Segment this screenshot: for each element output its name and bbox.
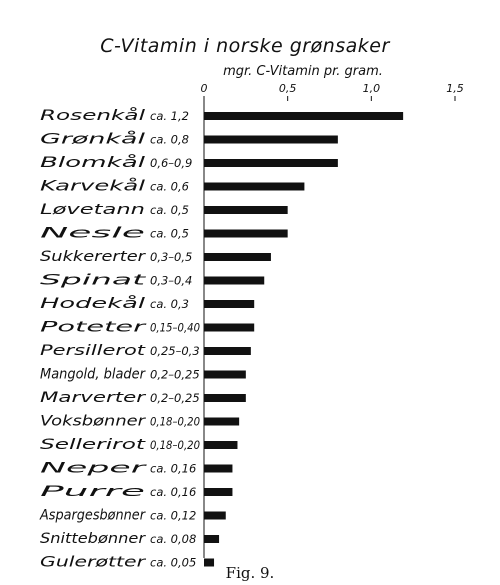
value-label: 0,15–0,40 [150,320,200,335]
value-label: 0,18–0,20 [150,438,200,452]
category-label: Purre [40,484,145,500]
x-axis-label: mgr. C-Vitamin pr. gram. [223,64,383,79]
category-label: Voksbønner [40,413,147,430]
chart-row [40,249,271,265]
value-label: ca. 0,6 [150,179,189,194]
category-label: Persillerot [40,343,146,359]
value-label: ca. 0,3 [150,297,189,311]
bar [204,418,239,426]
chart-row [40,437,237,453]
value-label: ca. 0,8 [150,132,189,147]
bar [204,441,237,449]
category-label: Rosenkål [40,108,104,124]
category-label: Snittebønner [40,531,147,547]
chart-row [40,531,219,547]
value-label: ca. 0,5 [150,203,189,217]
bar [204,230,288,238]
category-label: Løvetann [40,202,145,218]
figure-caption: Fig. 9. [225,564,275,582]
chart-row [40,178,304,195]
category-label: Neper [40,460,149,477]
value-label: 0,25–0,3 [150,344,200,358]
value-label: ca. 1,2 [150,109,189,123]
value-label: 0,6–0,9 [150,156,193,170]
chart-title: C-Vitamin i norske grønsaker [100,35,390,57]
bar [204,136,338,144]
category-label: Grønkål [40,131,95,148]
bar [204,277,264,285]
chart-row [40,154,338,171]
bar [204,347,251,355]
chart-row [40,414,239,430]
category-label: Aspargesbønner [39,507,147,524]
chart-row [40,273,264,289]
category-label: Mangold, blader [40,366,147,383]
category-label: Hodekål [40,296,98,312]
bar [204,183,304,191]
chart-row [40,226,288,242]
bar [204,206,288,214]
value-label: ca. 0,16 [150,485,197,499]
x-axis-ticks [201,82,464,101]
chart-row [40,295,254,312]
value-label: ca. 0,08 [150,532,197,546]
value-label: ca. 0,12 [150,508,197,523]
chart-row [40,555,214,571]
value-label: 0,2–0,25 [150,367,200,382]
category-label: Sukkererter [40,249,147,265]
bar [204,112,403,120]
bar [204,324,254,332]
chart-row [40,202,288,218]
category-label: Sellerirot [40,437,146,453]
category-label: Gulerøtter [40,554,147,571]
bar [204,253,271,261]
value-label: 0,3–0,4 [150,273,193,288]
x-tick-label: 0 [200,82,208,95]
chart-row [40,107,403,124]
bar [204,559,214,567]
category-label: Blomkål [40,155,97,171]
chart-row [40,343,251,359]
chart-row [40,131,338,148]
bar [204,394,246,402]
bar [204,371,246,379]
value-label: ca. 0,16 [150,461,197,476]
chart-row [40,320,254,336]
bar [204,465,232,473]
value-label: 0,3–0,5 [150,250,193,264]
bar [204,300,254,308]
bar [204,488,232,496]
value-label: ca. 0,05 [150,555,197,570]
value-label: ca. 0,5 [150,226,189,241]
category-label: Spinat [40,272,147,289]
x-tick-label: 1,0 [362,82,381,95]
category-label: Poteter [40,319,148,336]
bar [204,512,226,520]
value-label: 0,2–0,25 [150,391,200,405]
value-label: 0,18–0,20 [150,414,200,429]
chart-row [39,508,226,524]
x-tick-label: 1,5 [446,82,464,95]
category-label: Marverter [40,390,147,406]
chart-rows [39,107,403,571]
bar [204,159,338,167]
category-label: Karvekål [40,178,101,195]
category-label: Nesle [40,225,145,242]
x-tick-label: 0,5 [278,82,297,95]
chart-row [40,390,246,406]
chart-row [40,367,246,383]
bar [204,535,219,543]
